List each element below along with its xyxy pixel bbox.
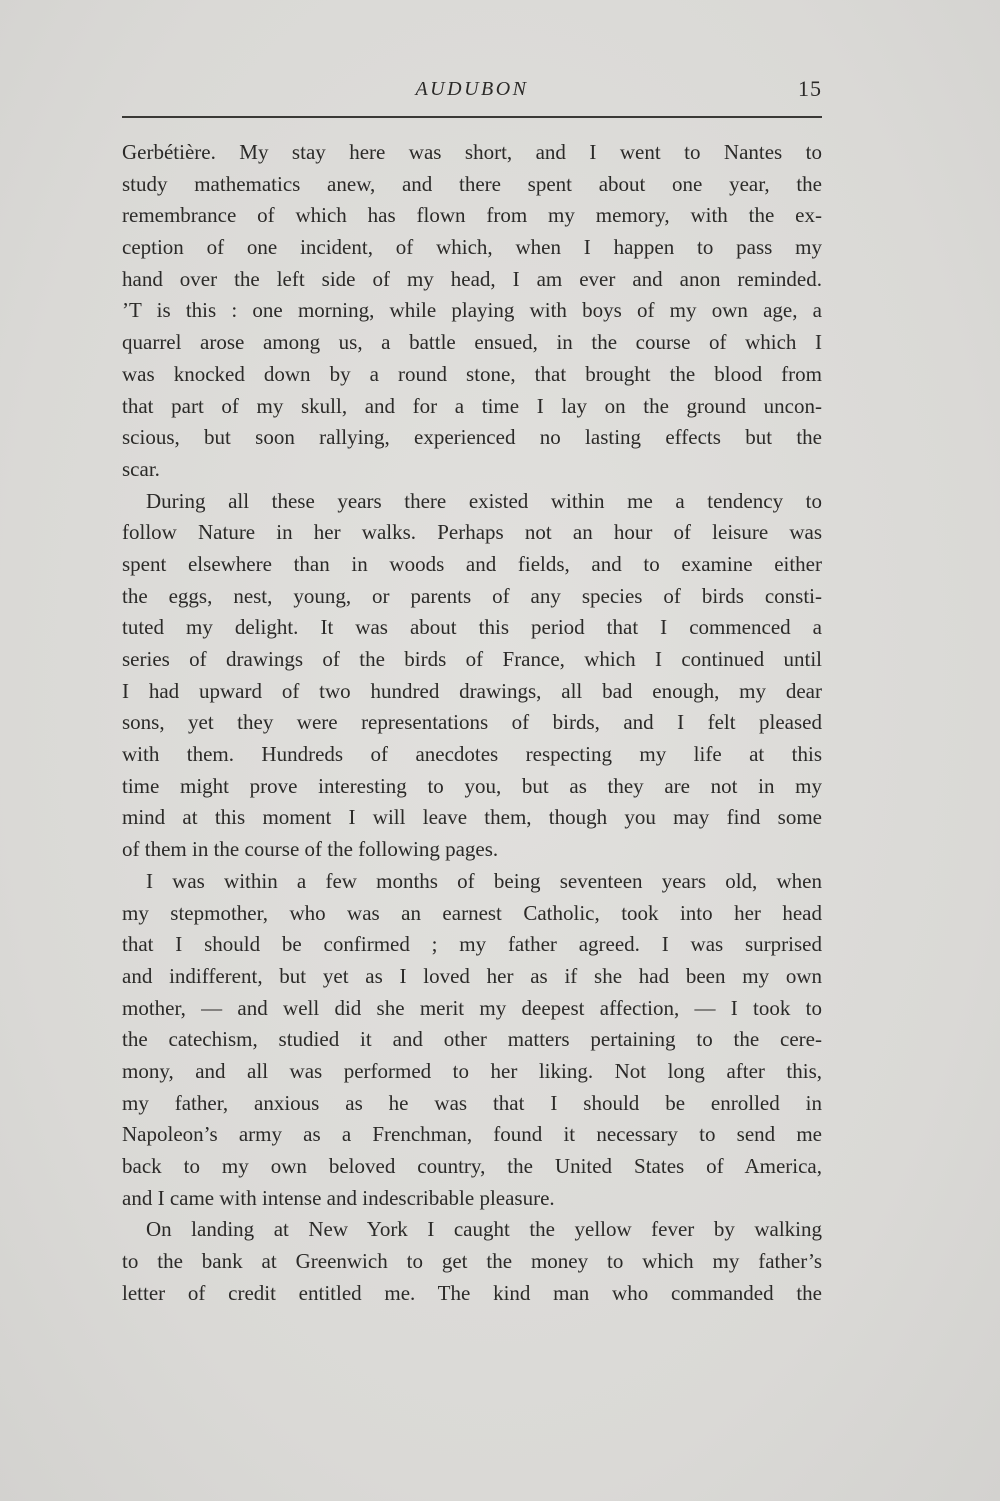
text-line: time might prove interesting to you, but as they are not in my <box>122 773 822 798</box>
text-line: tuted my delight. It was about this period that I commenced a <box>122 615 822 640</box>
text-line: with them. Hundreds of anecdotes respecting my life at this <box>122 742 822 767</box>
text-line: the eggs, nest, young, or parents of any species of birds consti- <box>122 583 822 608</box>
text-line: I was within a few months of being seventeen years old, when <box>146 868 822 893</box>
text-line: of them in the course of the following pages. <box>122 837 499 862</box>
body-text <box>122 137 822 1309</box>
text-line: was knocked down by a round stone, that brought the blood from <box>122 361 822 386</box>
text-line: I had upward of two hundred drawings, all bad enough, my dear <box>122 678 822 703</box>
running-head <box>122 74 822 104</box>
text-line: the catechism, studied it and other matters pertaining to the cere- <box>122 1027 822 1052</box>
text-line: spent elsewhere than in woods and fields, and to examine either <box>122 551 822 576</box>
header-rule <box>122 116 822 118</box>
running-title: AUDUBON <box>415 78 529 100</box>
text-line: mind at this moment I will leave them, though you may find some <box>122 805 822 830</box>
text-line: to the bank at Greenwich to get the money to which my father’s <box>122 1249 822 1274</box>
text-line: my stepmother, who was an earnest Catholic, took into her head <box>122 900 822 925</box>
text-line: mony, and all was performed to her liking. Not long after this, <box>122 1058 822 1083</box>
page-number: 15 <box>798 76 822 101</box>
text-line: series of drawings of the birds of France, which I continued until <box>122 647 822 671</box>
text-line: Gerbétière. My stay here was short, and I went to Nantes to <box>122 140 822 164</box>
text-line: On landing at New York I caught the yellow fever by walking <box>146 1217 822 1242</box>
text-line: Napoleon’s army as a Frenchman, found it necessary to send me <box>122 1122 822 1147</box>
text-line: my father, anxious as he was that I should be enrolled in <box>122 1090 822 1115</box>
text-line: sons, yet they were representations of birds, and I felt pleased <box>122 710 822 735</box>
text-line: quarrel arose among us, a battle ensued, in the course of which I <box>122 330 822 355</box>
text-line: During all these years there existed within me a tendency to <box>146 488 822 513</box>
text-line: follow Nature in her walks. Perhaps not an hour of leisure was <box>122 520 822 545</box>
text-line: back to my own beloved country, the United States of America, <box>122 1154 822 1178</box>
text-line: that part of my skull, and for a time I lay on the ground uncon- <box>122 393 822 418</box>
text-line: letter of credit entitled me. The kind man who commanded the <box>122 1280 822 1305</box>
text-line: scious, but soon rallying, experienced no lasting effects but the <box>122 425 822 450</box>
text-line: that I should be confirmed ; my father agreed. I was surprised <box>122 932 822 957</box>
text-line: ception of one incident, of which, when I happen to pass my <box>122 235 822 260</box>
text-line: study mathematics anew, and there spent about one year, the <box>122 171 822 196</box>
text-line: and I came with intense and indescribable pleasure. <box>122 1185 555 1210</box>
text-line: ’T is this : one morning, while playing with boys of my own age, a <box>122 298 822 323</box>
text-line: mother, — and well did she merit my deepest affection, — I took to <box>122 995 822 1020</box>
text-line: remembrance of which has flown from my memory, with the ex- <box>122 203 822 228</box>
text-line: hand over the left side of my head, I am ever and anon reminded. <box>122 266 822 291</box>
text-line: and indifferent, but yet as I loved her as if she had been my own <box>122 963 822 988</box>
text-line: scar. <box>122 456 160 481</box>
